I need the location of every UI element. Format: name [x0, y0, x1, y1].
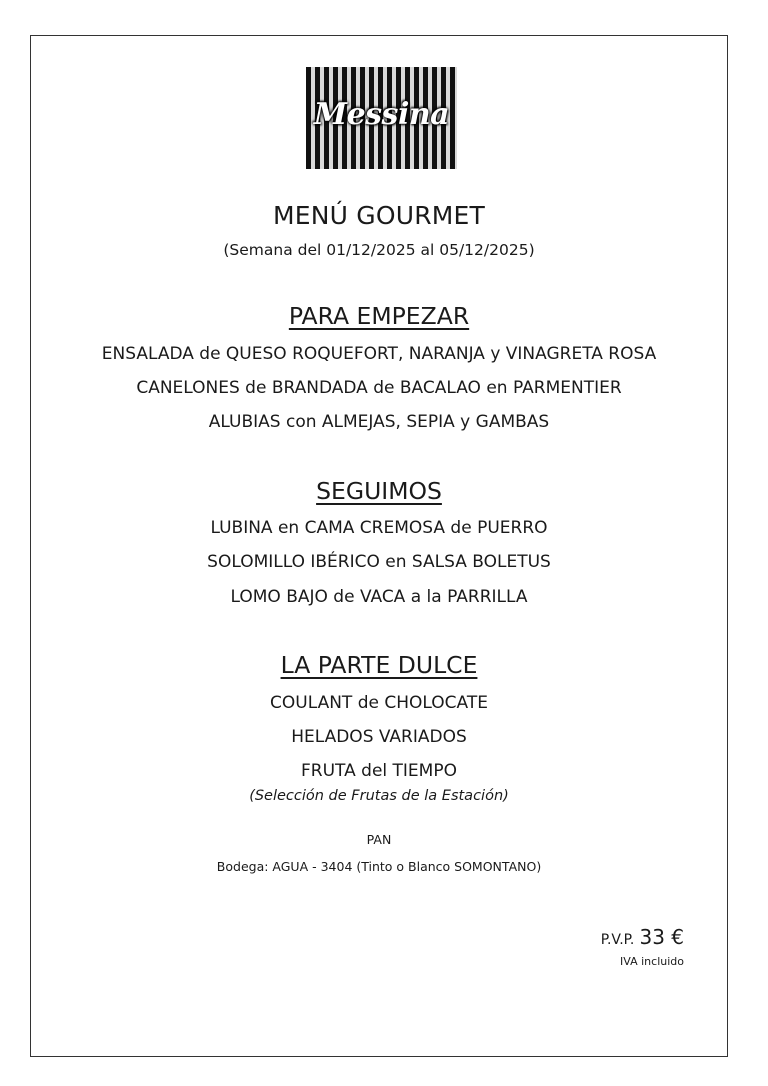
bread-line: PAN — [366, 832, 392, 847]
menu-item: LUBINA en CAMA CREMOSA de PUERRO — [210, 518, 548, 538]
wine-line: Bodega: AGUA - 3404 (Tinto o Blanco SOMONTANO) — [216, 859, 542, 874]
price-block — [601, 925, 684, 949]
price-label: P.V.P. — [600, 932, 635, 948]
menu-item: HELADOS VARIADOS — [291, 727, 467, 747]
logo-text: Messina — [313, 97, 450, 132]
menu-week-dates: (Semana del 01/12/2025 al 05/12/2025) — [223, 241, 535, 259]
menu-item: COULANT de CHOLOCATE — [270, 693, 488, 713]
menu-item: SOLOMILLO IBÉRICO en SALSA BOLETUS — [207, 552, 551, 572]
price-value: 33 € — [639, 925, 684, 949]
menu-item: FRUTA del TIEMPO — [301, 761, 457, 781]
menu-title: MENÚ GOURMET — [272, 201, 486, 230]
section-title-mains: SEGUIMOS — [316, 477, 442, 505]
menu-item: CANELONES de BRANDADA de BACALAO en PARMENTIER — [136, 378, 622, 398]
menu-item: ENSALADA de QUESO ROQUEFORT, NARANJA y VINAGRETA ROSA — [101, 344, 657, 364]
section-title-desserts: LA PARTE DULCE — [280, 651, 478, 679]
menu-item: LOMO BAJO de VACA a la PARRILLA — [230, 587, 528, 607]
dessert-note: (Selección de Frutas de la Estación) — [249, 788, 509, 804]
page-border — [30, 35, 728, 1057]
restaurant-logo — [306, 67, 457, 169]
tax-note: IVA incluido — [620, 955, 684, 968]
menu-item: ALUBIAS con ALMEJAS, SEPIA y GAMBAS — [208, 412, 550, 432]
section-title-starters: PARA EMPEZAR — [288, 302, 470, 330]
